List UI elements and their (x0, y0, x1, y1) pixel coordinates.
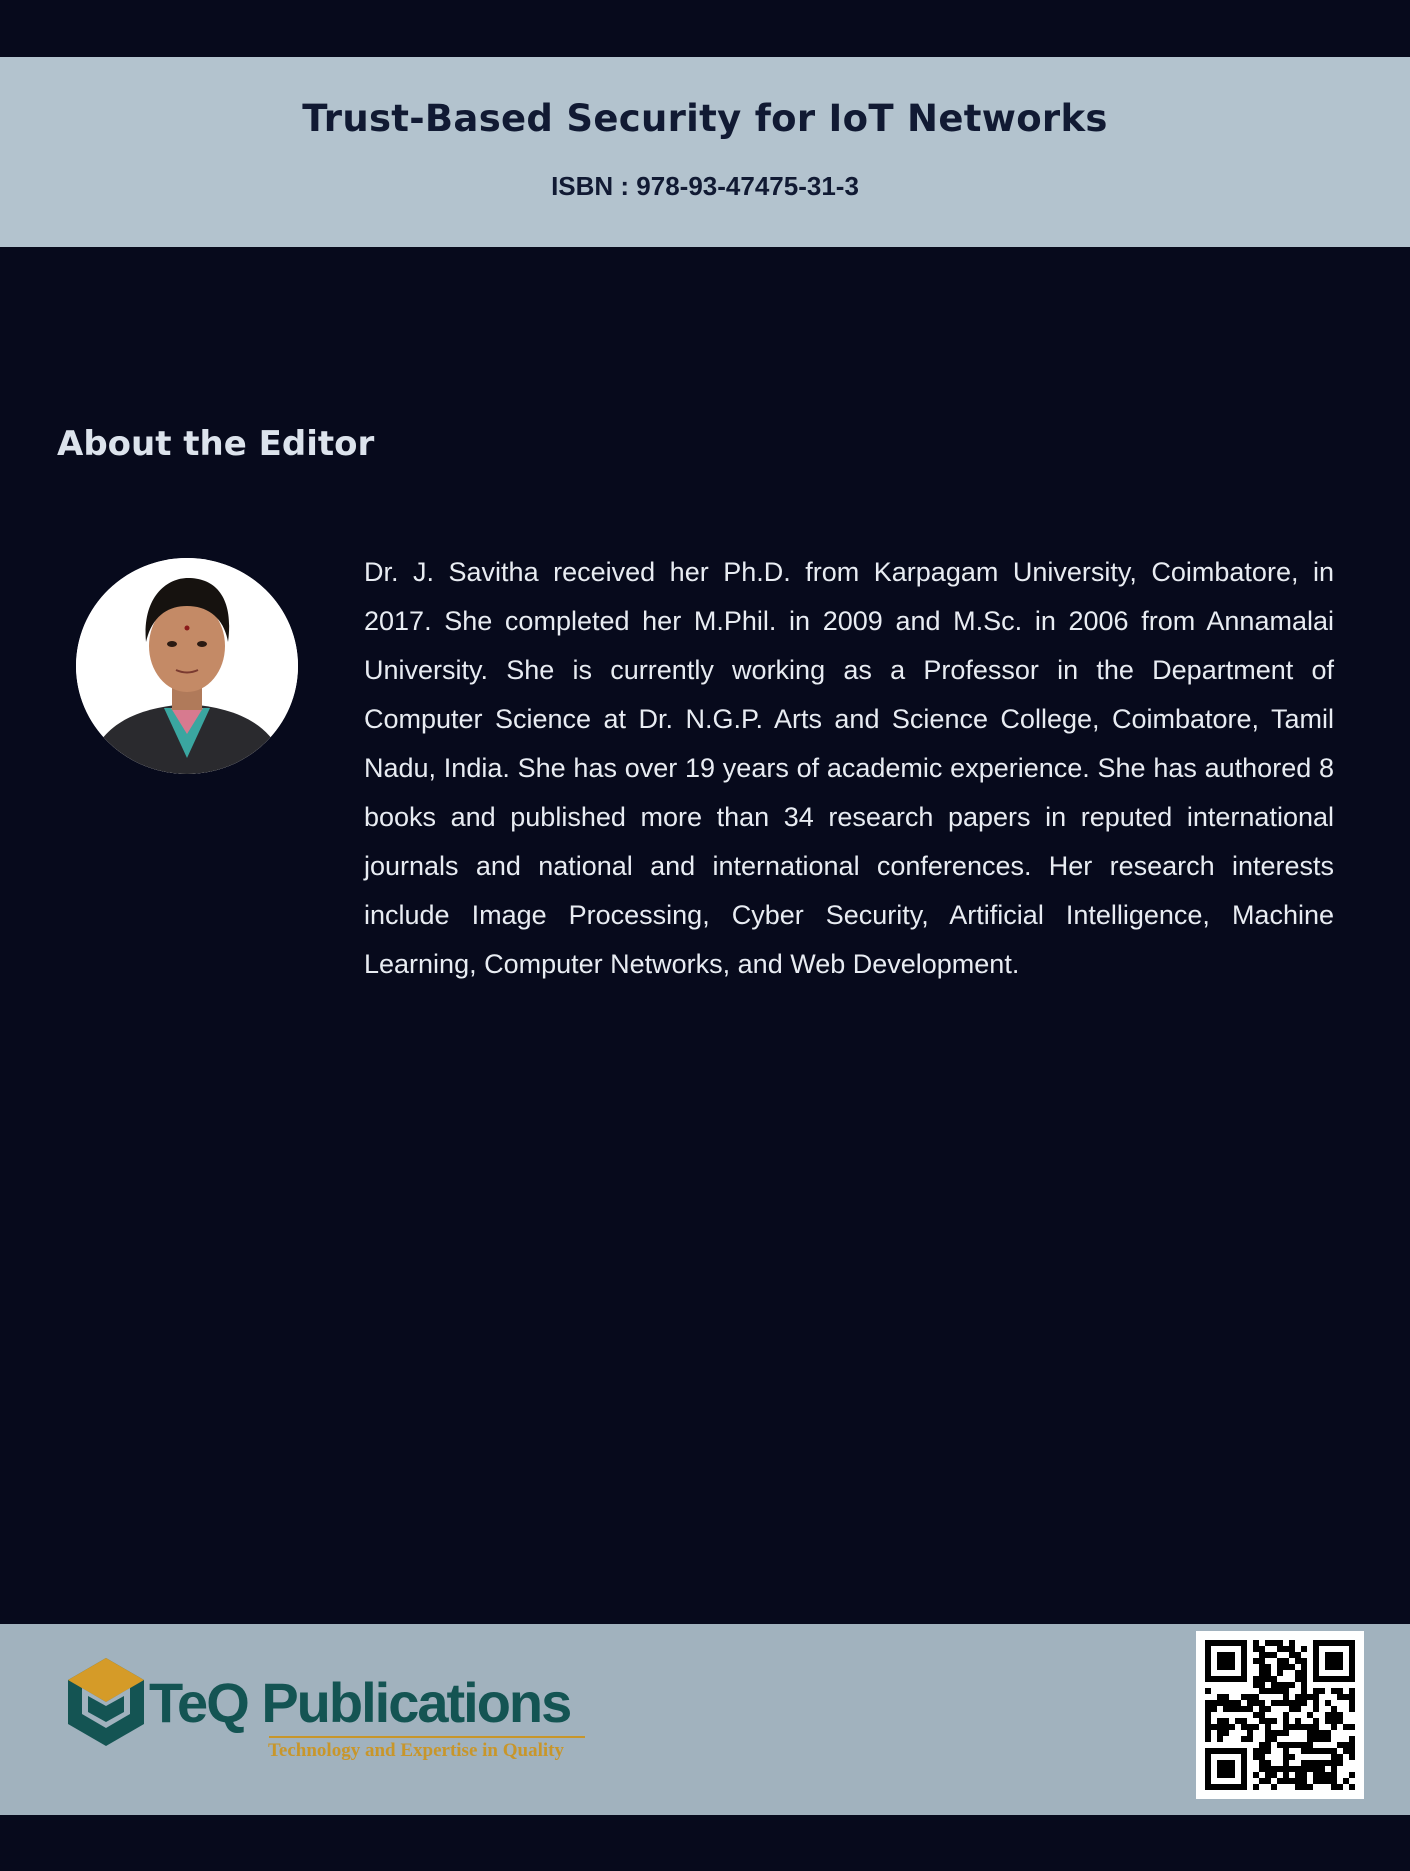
cube-logo-icon (64, 1654, 148, 1750)
qr-code-icon (1205, 1640, 1355, 1790)
section-heading: About the Editor (57, 424, 375, 464)
editor-portrait (76, 558, 298, 774)
footer-band (0, 1624, 1410, 1815)
logo-divider (269, 1736, 585, 1738)
book-title: Trust-Based Security for IoT Networks (302, 97, 1108, 140)
editor-bio: Dr. J. Savitha received her Ph.D. from Karpagam University, Coimbatore, in 2017. She completed her M.Phil. in 2009 and M.Sc. in 2006 from Annamalai University. She is currently working as a Professor in the Department of Computer Science at Dr. N.G.P. Arts and Science College, Coimbatore, Tamil Nadu, India. She has over 19 years of academic experience. She has authored 8 books and published more than 34 research papers in reputed international journals and national and international conferences. Her research interests include Image Processing, Cyber Security, Artificial Intelligence, Machine Learning, Computer Networks, and Web Development. (364, 557, 1334, 979)
publisher-name: TeQ Publications (149, 1671, 571, 1734)
isbn: ISBN : 978-93-47475-31-3 (551, 171, 859, 201)
header-band (0, 57, 1410, 247)
publisher-tagline: Technology and Expertise in Quality (268, 1740, 564, 1761)
qr-code (1196, 1631, 1364, 1799)
editor-photo (76, 558, 298, 774)
publisher-logo (64, 1654, 624, 1774)
